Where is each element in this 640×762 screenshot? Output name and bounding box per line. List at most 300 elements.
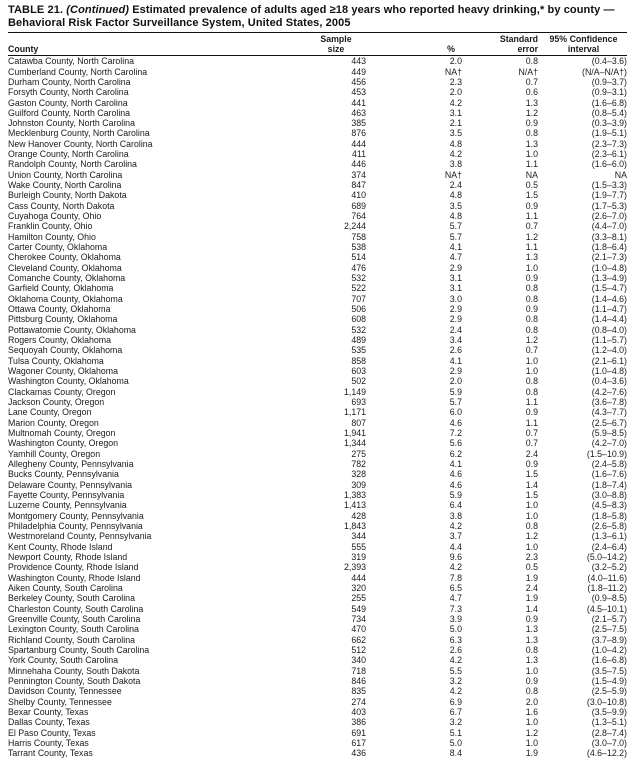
cell-se: 1.0	[525, 262, 538, 273]
cell-se: 1.1	[525, 159, 538, 170]
cell-sample: 758	[351, 231, 366, 242]
table-row	[8, 366, 627, 376]
cell-county: Harris County, Texas	[8, 737, 89, 748]
cell-ci: (2.1–6.1)	[591, 355, 627, 366]
cell-pct: 2.0	[449, 376, 462, 387]
table-row	[8, 583, 627, 593]
table-row	[8, 252, 627, 262]
cell-county: Spartanburg County, South Carolina	[8, 644, 150, 655]
cell-county: Pottawatomie County, Oklahoma	[8, 324, 136, 335]
cell-pct: NA†	[444, 66, 462, 77]
cell-ci: (3.3–8.1)	[591, 231, 627, 242]
cell-ci: (1.0–4.8)	[591, 262, 627, 273]
cell-ci: (5.9–8.5)	[591, 428, 627, 438]
cell-sample: 603	[351, 366, 366, 377]
cell-pct: 4.2	[449, 562, 462, 573]
cell-se: 0.9	[525, 304, 538, 315]
cell-se: 1.1	[525, 211, 538, 222]
table-row	[8, 738, 627, 748]
cell-county: Newport County, Rhode Island	[8, 551, 128, 562]
cell-sample: 847	[351, 180, 366, 191]
table-row	[8, 697, 627, 707]
cell-se: 1.3	[525, 252, 538, 263]
cell-se: 1.0	[525, 717, 538, 728]
table-row	[8, 655, 627, 665]
table-row	[8, 232, 627, 242]
table-row	[8, 469, 627, 479]
table-row	[8, 273, 627, 283]
cell-pct: 4.1	[449, 458, 462, 469]
cell-se: 0.8	[525, 128, 538, 139]
table-row	[8, 87, 627, 97]
cell-se: 1.0	[525, 500, 538, 511]
cell-county: Lexington County, South Carolina	[8, 624, 139, 635]
cell-sample: 456	[351, 76, 366, 87]
cell-ci: (2.1–5.7)	[591, 613, 627, 624]
cell-county: Greenville County, South Carolina	[8, 613, 141, 624]
cell-pct: 5.6	[449, 438, 462, 449]
table-row	[8, 190, 627, 200]
table-row	[8, 707, 627, 717]
cell-ci: (2.3–7.3)	[591, 138, 627, 149]
cell-county: Cumberland County, North Carolina	[8, 66, 148, 77]
cell-county: Cuyahoga County, Ohio	[8, 211, 102, 222]
cell-se: 0.9	[525, 118, 538, 129]
column-header-standard-error: Standard error	[499, 34, 538, 54]
cell-ci: (0.8–5.4)	[591, 107, 627, 118]
cell-ci: (1.5–3.3)	[591, 180, 627, 191]
cell-county: York County, South Carolina	[8, 655, 119, 666]
table-row	[8, 666, 627, 676]
cell-sample: 441	[351, 97, 366, 108]
table-row	[8, 56, 627, 66]
cell-pct: 6.2	[449, 448, 462, 459]
table-row	[8, 325, 627, 335]
cell-se: 0.8	[525, 686, 538, 697]
cell-ci: (4.4–7.0)	[591, 221, 627, 232]
cell-sample: 1,344	[343, 438, 366, 449]
cell-se: 1.5	[525, 489, 538, 500]
cell-pct: 2.0	[449, 87, 462, 98]
cell-se: 0.7	[525, 345, 538, 356]
cell-county: Gaston County, North Carolina	[8, 97, 128, 108]
table-row	[8, 221, 627, 231]
cell-county: Multnomah County, Oregon	[8, 428, 116, 438]
table-row	[8, 294, 627, 304]
cell-ci: (3.5–9.9)	[591, 706, 627, 717]
cell-ci: (1.5–4.9)	[591, 675, 627, 686]
cell-ci: (1.6–6.8)	[591, 655, 627, 666]
cell-sample: 718	[351, 665, 366, 676]
cell-ci: (4.5–10.1)	[586, 603, 627, 614]
cell-ci: (3.7–8.9)	[591, 634, 627, 645]
table-row	[8, 170, 627, 180]
cell-pct: 2.9	[449, 314, 462, 325]
cell-ci: (1.9–7.7)	[591, 190, 627, 201]
table-row	[8, 645, 627, 655]
table-row	[8, 397, 627, 407]
cell-ci: (2.5–5.9)	[591, 686, 627, 697]
cell-ci: (1.9–5.1)	[591, 128, 627, 139]
cell-county: Rogers County, Oklahoma	[8, 335, 112, 346]
cell-se: 2.4	[525, 448, 538, 459]
table-row	[8, 335, 627, 345]
cell-pct: 6.5	[449, 582, 462, 593]
cell-county: Charleston County, South Carolina	[8, 603, 144, 614]
cell-pct: 5.1	[449, 727, 462, 738]
cell-se: 0.5	[525, 180, 538, 191]
cell-se: 0.7	[525, 221, 538, 232]
table-row	[8, 283, 627, 293]
cell-se: 1.6	[525, 706, 538, 717]
cell-pct: 4.2	[449, 686, 462, 697]
cell-pct: 4.2	[449, 149, 462, 160]
cell-se: 0.8	[525, 56, 538, 67]
cell-pct: 4.2	[449, 655, 462, 666]
cell-county: Marion County, Oregon	[8, 417, 99, 428]
cell-sample: 320	[351, 582, 366, 593]
cell-pct: 3.2	[449, 717, 462, 728]
cell-ci: NA	[614, 169, 627, 180]
cell-county: Philadelphia County, Pennsylvania	[8, 520, 143, 531]
cell-ci: (1.8–5.8)	[591, 510, 627, 521]
cell-sample: 444	[351, 572, 366, 583]
cell-sample: 689	[351, 200, 366, 211]
cell-ci: (N/A–N/A†)	[582, 66, 627, 77]
table-row	[8, 521, 627, 531]
cell-se: 1.1	[525, 397, 538, 408]
cell-county: Oklahoma County, Oklahoma	[8, 293, 123, 304]
cell-se: NA	[525, 169, 538, 180]
cell-sample: 858	[351, 355, 366, 366]
cell-se: 0.9	[525, 407, 538, 418]
cell-ci: (3.0–8.8)	[591, 489, 627, 500]
cell-ci: (1.0–4.2)	[591, 644, 627, 655]
cell-sample: 734	[351, 613, 366, 624]
cell-county: Dallas County, Texas	[8, 717, 90, 728]
table-row	[8, 593, 627, 603]
table-row	[8, 180, 627, 190]
cell-pct: NA†	[444, 169, 462, 180]
cell-ci: (1.4–4.6)	[591, 293, 627, 304]
cell-pct: 6.7	[449, 706, 462, 717]
cell-pct: 4.6	[449, 417, 462, 428]
table-row	[8, 717, 627, 727]
cell-ci: (2.4–5.8)	[591, 458, 627, 469]
cell-pct: 4.1	[449, 355, 462, 366]
cell-county: Orange County, North Carolina	[8, 149, 129, 160]
cell-ci: (3.5–7.5)	[591, 665, 627, 676]
cell-sample: 514	[351, 252, 366, 263]
cell-se: 0.8	[525, 324, 538, 335]
cell-pct: 5.0	[449, 624, 462, 635]
cell-sample: 386	[351, 717, 366, 728]
cell-se: 1.3	[525, 624, 538, 635]
cell-sample: 662	[351, 634, 366, 645]
cell-pct: 2.9	[449, 262, 462, 273]
cell-pct: 4.6	[449, 479, 462, 490]
table-row	[8, 77, 627, 87]
table-row	[8, 242, 627, 252]
table-row	[8, 459, 627, 469]
cell-ci: (1.1–5.7)	[591, 335, 627, 346]
cell-county: Richland County, South Carolina	[8, 634, 135, 645]
cell-pct: 9.6	[449, 551, 462, 562]
cell-se: 1.2	[525, 107, 538, 118]
cell-sample: 385	[351, 118, 366, 129]
cell-se: 1.0	[525, 510, 538, 521]
cell-pct: 5.5	[449, 665, 462, 676]
cell-sample: 1,413	[343, 500, 366, 511]
column-header-sample-size: Sample size	[320, 34, 352, 54]
cell-pct: 3.5	[449, 128, 462, 139]
cell-ci: (1.4–4.4)	[591, 314, 627, 325]
table-row	[8, 490, 627, 500]
cell-pct: 3.1	[449, 283, 462, 294]
cell-sample: 436	[351, 748, 366, 759]
table-row	[8, 98, 627, 108]
cell-pct: 2.6	[449, 345, 462, 356]
cell-county: Cass County, North Dakota	[8, 200, 115, 211]
cell-sample: 374	[351, 169, 366, 180]
cell-pct: 4.8	[449, 190, 462, 201]
cell-se: 0.9	[525, 613, 538, 624]
cell-se: 0.5	[525, 562, 538, 573]
cell-se: 0.8	[525, 314, 538, 325]
cell-ci: (0.9–3.7)	[591, 76, 627, 87]
cell-pct: 2.4	[449, 180, 462, 191]
cell-county: Forsyth County, North Carolina	[8, 87, 129, 98]
cell-se: 1.9	[525, 593, 538, 604]
table-title	[8, 4, 627, 29]
cell-county: Cherokee County, Oklahoma	[8, 252, 121, 263]
table-row	[8, 480, 627, 490]
table-row	[8, 531, 627, 541]
cell-county: El Paso County, Texas	[8, 727, 96, 738]
cell-pct: 5.7	[449, 397, 462, 408]
table-row	[8, 407, 627, 417]
cell-pct: 2.0	[449, 56, 462, 67]
table-row	[8, 624, 627, 634]
cell-pct: 3.1	[449, 273, 462, 284]
cell-county: Westmoreland County, Pennsylvania	[8, 531, 152, 542]
cell-sample: 344	[351, 531, 366, 542]
cell-se: 1.3	[525, 97, 538, 108]
cell-ci: (1.3–4.9)	[591, 273, 627, 284]
cell-ci: (3.0–10.8)	[586, 696, 627, 707]
table-row	[8, 511, 627, 521]
column-header-confidence-interval: 95% Confidence interval	[549, 34, 618, 54]
cell-pct: 3.8	[449, 510, 462, 521]
cell-sample: 807	[351, 417, 366, 428]
cell-county: Montgomery County, Pennsylvania	[8, 510, 144, 521]
table-row	[8, 552, 627, 562]
cell-se: 0.6	[525, 87, 538, 98]
cell-pct: 4.8	[449, 138, 462, 149]
cell-sample: 764	[351, 211, 366, 222]
table-row	[8, 635, 627, 645]
table-row	[8, 604, 627, 614]
cell-county: Tulsa County, Oklahoma	[8, 355, 104, 366]
cell-pct: 6.3	[449, 634, 462, 645]
cell-sample: 617	[351, 737, 366, 748]
table-row	[8, 428, 627, 438]
cell-pct: 7.2	[449, 428, 462, 438]
cell-county: Delaware County, Pennsylvania	[8, 479, 133, 490]
cell-ci: (1.5–10.9)	[586, 448, 627, 459]
table-row	[8, 314, 627, 324]
cell-se: 0.9	[525, 273, 538, 284]
table-row	[8, 418, 627, 428]
cell-sample: 470	[351, 624, 366, 635]
cell-pct: 3.5	[449, 200, 462, 211]
cell-se: 1.2	[525, 335, 538, 346]
cell-county: Berkeley County, South Carolina	[8, 593, 135, 604]
cell-ci: (1.0–4.8)	[591, 366, 627, 377]
cell-se: 1.3	[525, 634, 538, 645]
table-row	[8, 108, 627, 118]
cell-sample: 1,149	[343, 386, 366, 397]
cell-pct: 5.9	[449, 386, 462, 397]
cell-sample: 255	[351, 593, 366, 604]
cell-sample: 846	[351, 675, 366, 686]
cell-ci: (2.4–6.4)	[591, 541, 627, 552]
cell-ci: (1.3–5.1)	[591, 717, 627, 728]
cell-se: 2.0	[525, 696, 538, 707]
table-row	[8, 387, 627, 397]
table-title-text: Estimated prevalence of adults aged ≥18 years who reported heavy drinking,* by county — Behavioral Risk Factor Surveillance System, United States, 2005	[8, 4, 615, 29]
cell-se: 1.9	[525, 748, 538, 759]
cell-se: 1.3	[525, 138, 538, 149]
cell-se: 0.8	[525, 520, 538, 531]
cell-sample: 476	[351, 262, 366, 273]
cell-pct: 7.8	[449, 572, 462, 583]
table-row	[8, 128, 627, 138]
cell-se: 1.2	[525, 727, 538, 738]
cell-pct: 3.2	[449, 675, 462, 686]
cell-pct: 3.9	[449, 613, 462, 624]
cell-county: Washington County, Oregon	[8, 438, 119, 449]
table-row	[8, 263, 627, 273]
cell-se: 1.9	[525, 572, 538, 583]
cell-county: Catawba County, North Carolina	[8, 56, 134, 67]
cell-ci: (2.3–6.1)	[591, 149, 627, 160]
cell-ci: (4.3–7.7)	[591, 407, 627, 418]
cell-ci: (1.3–6.1)	[591, 531, 627, 542]
cell-ci: (1.7–5.3)	[591, 200, 627, 211]
cell-pct: 2.4	[449, 324, 462, 335]
cell-se: 1.5	[525, 190, 538, 201]
cell-sample: 835	[351, 686, 366, 697]
cell-county: Yamhill County, Oregon	[8, 448, 101, 459]
cell-county: Providence County, Rhode Island	[8, 562, 139, 573]
table-row	[8, 500, 627, 510]
cell-county: Comanche County, Oklahoma	[8, 273, 126, 284]
table-row	[8, 449, 627, 459]
cell-county: Franklin County, Ohio	[8, 221, 93, 232]
cell-se: 1.4	[525, 479, 538, 490]
cell-pct: 3.8	[449, 159, 462, 170]
cell-pct: 4.8	[449, 211, 462, 222]
cell-pct: 6.4	[449, 500, 462, 511]
cell-se: 0.9	[525, 200, 538, 211]
cell-county: Durham County, North Carolina	[8, 76, 131, 87]
cell-sample: 411	[351, 149, 366, 160]
table-title-continued: (Continued)	[66, 4, 130, 16]
cell-ci: (2.6–5.8)	[591, 520, 627, 531]
cell-sample: 443	[351, 56, 366, 67]
table-row	[8, 376, 627, 386]
table-row	[8, 345, 627, 355]
cell-ci: (0.9–8.5)	[591, 593, 627, 604]
table-row	[8, 211, 627, 221]
cell-ci: (1.6–7.6)	[591, 469, 627, 480]
cell-ci: (1.8–11.2)	[587, 582, 627, 593]
cell-sample: 502	[351, 376, 366, 387]
cell-sample: 549	[351, 603, 366, 614]
cell-county: Bucks County, Pennsylvania	[8, 469, 119, 480]
table-row	[8, 149, 627, 159]
data-table	[8, 32, 627, 759]
cell-sample: 2,244	[343, 221, 366, 232]
cell-sample: 340	[351, 655, 366, 666]
cell-county: Hamilton County, Ohio	[8, 231, 96, 242]
cell-sample: 782	[351, 458, 366, 469]
cell-se: 1.3	[525, 655, 538, 666]
cell-se: 1.0	[525, 737, 538, 748]
cell-se: 1.1	[525, 417, 538, 428]
cell-pct: 4.2	[449, 520, 462, 531]
cell-ci: (0.9–3.1)	[591, 87, 627, 98]
cell-ci: (4.5–8.3)	[591, 500, 627, 511]
cell-sample: 410	[351, 190, 366, 201]
cell-sample: 512	[351, 644, 366, 655]
cell-sample: 428	[351, 510, 366, 521]
cell-sample: 446	[351, 159, 366, 170]
cell-sample: 707	[351, 293, 366, 304]
cell-pct: 3.1	[449, 107, 462, 118]
cell-sample: 453	[351, 87, 366, 98]
cell-pct: 6.9	[449, 696, 462, 707]
cell-pct: 4.4	[449, 541, 462, 552]
cell-pct: 4.1	[449, 242, 462, 253]
cell-ci: (4.2–7.6)	[591, 386, 627, 397]
cell-se: 1.2	[525, 531, 538, 542]
cell-se: 0.8	[525, 376, 538, 387]
cell-ci: (4.0–11.6)	[587, 572, 627, 583]
cell-se: 0.8	[525, 386, 538, 397]
table-row	[8, 728, 627, 738]
cell-county: Johnston County, North Carolina	[8, 118, 135, 129]
cell-se: 1.0	[525, 665, 538, 676]
cell-pct: 2.9	[449, 366, 462, 377]
cell-county: Pennington County, South Dakota	[8, 675, 141, 686]
cell-pct: 4.2	[449, 97, 462, 108]
cell-county: Guilford County, North Carolina	[8, 107, 131, 118]
cell-ci: (4.6–12.2)	[586, 748, 627, 759]
cell-se: 0.7	[525, 428, 538, 438]
cell-sample: 319	[351, 551, 366, 562]
cell-se: 2.4	[525, 582, 538, 593]
cell-pct: 2.3	[449, 76, 462, 87]
table-row	[8, 562, 627, 572]
cell-county: Fayette County, Pennsylvania	[8, 489, 125, 500]
cell-pct: 4.7	[449, 252, 462, 263]
cell-ci: (5.0–14.2)	[586, 551, 627, 562]
cell-county: Wake County, North Carolina	[8, 180, 122, 191]
cell-pct: 2.6	[449, 644, 462, 655]
cell-ci: (1.5–4.7)	[591, 283, 627, 294]
